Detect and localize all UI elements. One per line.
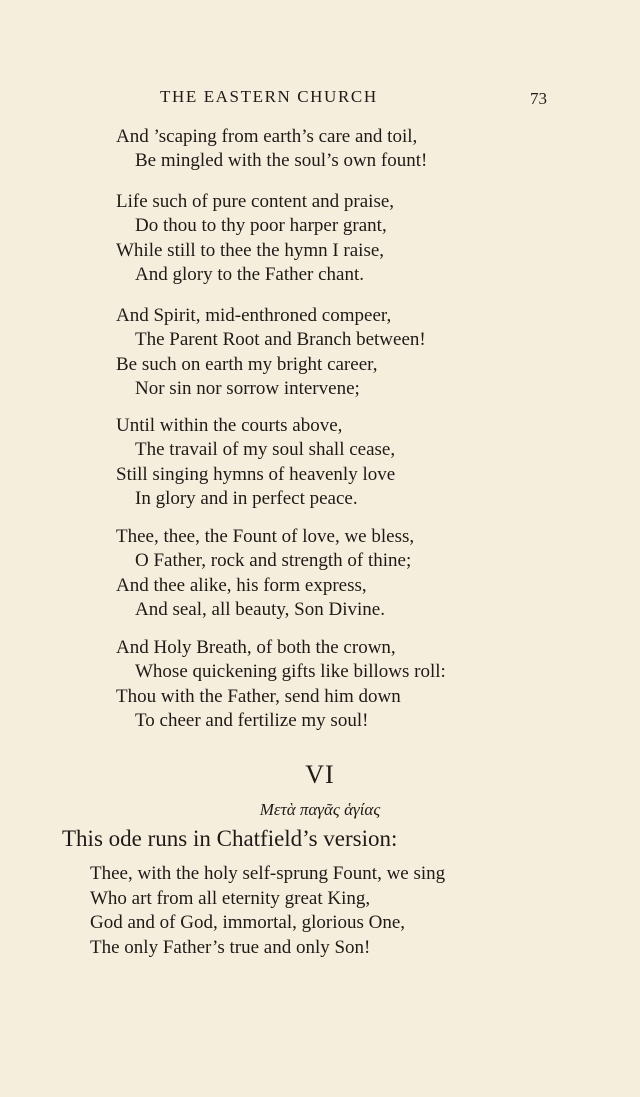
verse-line: Whose quickening gifts like billows roll:	[135, 661, 446, 683]
verse-line: Life such of pure content and praise,	[116, 191, 395, 212]
page-number: 73	[530, 89, 547, 108]
stanza-4	[116, 414, 536, 511]
verse-line: Thee, with the holy self-sprung Fount, we sing	[90, 863, 446, 884]
verse-line: Thou with the Father, send him down	[116, 685, 401, 707]
verse-line: Until within the courts above,	[116, 415, 343, 436]
stanza-3	[116, 304, 536, 401]
stanza-5	[116, 525, 536, 622]
greek-subtitle: Μετὰ παγᾶς ἁγίας	[259, 800, 381, 819]
verse-line: And thee alike, his form express,	[116, 574, 367, 596]
verse-line: And Spirit, mid-enthroned compeer,	[116, 305, 392, 326]
verse-line: While still to thee the hymn I raise,	[116, 239, 385, 261]
verse-line: Be such on earth my bright career,	[116, 353, 378, 375]
verse-line: The only Father’s true and only Son!	[90, 936, 371, 958]
verse-line: Thee, thee, the Fount of love, we bless,	[116, 526, 415, 547]
verse-line: Who art from all eternity great King,	[90, 887, 371, 909]
verse-line: In glory and in perfect peace.	[135, 487, 358, 509]
verse-line: Be mingled with the soul’s own fount!	[135, 150, 428, 172]
hymn-verse	[90, 862, 550, 960]
verse-line: And ’scaping from earth’s care and toil,	[116, 126, 418, 147]
verse-line: And glory to the Father chant.	[135, 263, 365, 285]
stanza-2	[116, 190, 536, 287]
verse-line: O Father, rock and strength of thine;	[135, 550, 412, 572]
stanza-6	[116, 636, 536, 733]
verse-line: And Holy Breath, of both the crown,	[116, 637, 396, 658]
verse-line: God and of God, immortal, glorious One,	[90, 912, 406, 933]
verse-line: To cheer and fertilize my soul!	[135, 709, 369, 731]
verse-line: Nor sin nor sorrow intervene;	[135, 377, 360, 399]
verse-line: Do thou to thy poor harper grant,	[135, 215, 387, 237]
stanza-1	[116, 125, 536, 174]
verse-line: And seal, all beauty, Son Divine.	[135, 598, 385, 620]
running-title: THE EASTERN CHURCH	[160, 87, 378, 106]
running-head	[0, 87, 640, 111]
verse-line: The Parent Root and Branch between!	[135, 329, 426, 351]
section-intro: This ode runs in Chatfield’s version:	[62, 826, 398, 851]
verse-line: The travail of my soul shall cease,	[135, 439, 396, 461]
verse-line: Still singing hymns of heavenly love	[116, 463, 396, 485]
section-heading: VI	[305, 760, 335, 789]
